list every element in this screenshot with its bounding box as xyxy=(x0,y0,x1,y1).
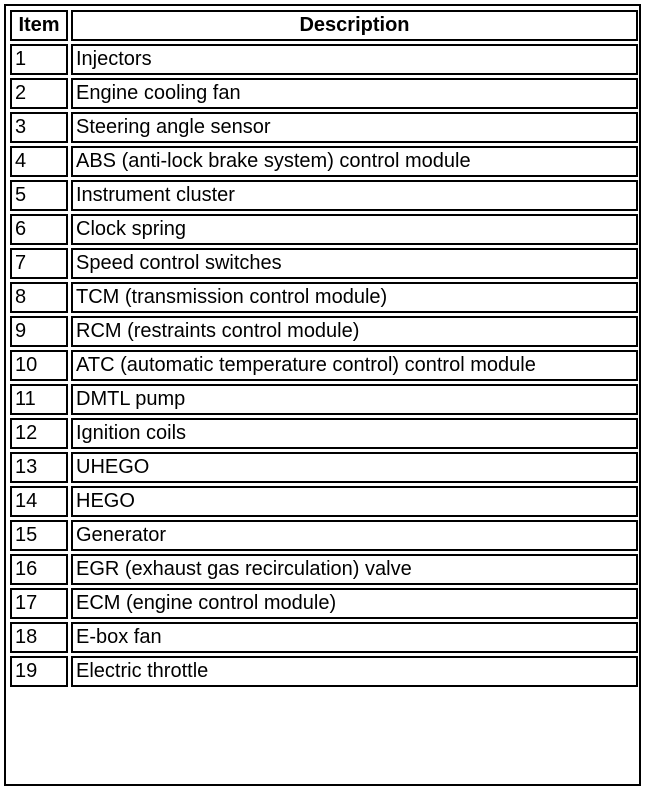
description-cell: ECM (engine control module) xyxy=(71,588,638,619)
table-row xyxy=(10,180,638,211)
description-cell: RCM (restraints control module) xyxy=(71,316,638,347)
header-description: Description xyxy=(71,10,638,41)
item-number-cell: 18 xyxy=(10,622,68,653)
table-row xyxy=(10,146,638,177)
description-cell: Clock spring xyxy=(71,214,638,245)
table-row xyxy=(10,418,638,449)
item-number-cell: 1 xyxy=(10,44,68,75)
description-cell: E-box fan xyxy=(71,622,638,653)
description-cell: Ignition coils xyxy=(71,418,638,449)
description-cell: Steering angle sensor xyxy=(71,112,638,143)
item-number-cell: 16 xyxy=(10,554,68,585)
description-cell: ABS (anti-lock brake system) control module xyxy=(71,146,638,177)
item-number-cell: 3 xyxy=(10,112,68,143)
component-table xyxy=(7,7,641,690)
item-number-cell: 12 xyxy=(10,418,68,449)
item-number-cell: 10 xyxy=(10,350,68,381)
item-number-cell: 9 xyxy=(10,316,68,347)
table-row xyxy=(10,214,638,245)
table-row xyxy=(10,588,638,619)
description-cell: EGR (exhaust gas recirculation) valve xyxy=(71,554,638,585)
table-row xyxy=(10,350,638,381)
description-cell: Speed control switches xyxy=(71,248,638,279)
table-row xyxy=(10,384,638,415)
table-row xyxy=(10,316,638,347)
table-row xyxy=(10,44,638,75)
table-row xyxy=(10,622,638,653)
item-number-cell: 8 xyxy=(10,282,68,313)
table-row xyxy=(10,112,638,143)
header-item: Item xyxy=(10,10,68,41)
table-body xyxy=(10,44,638,687)
description-cell: Engine cooling fan xyxy=(71,78,638,109)
item-number-cell: 13 xyxy=(10,452,68,483)
item-number-cell: 14 xyxy=(10,486,68,517)
item-number-cell: 7 xyxy=(10,248,68,279)
item-number-cell: 11 xyxy=(10,384,68,415)
description-cell: Injectors xyxy=(71,44,638,75)
item-number-cell: 19 xyxy=(10,656,68,687)
table-row xyxy=(10,452,638,483)
table-row xyxy=(10,78,638,109)
description-cell: Generator xyxy=(71,520,638,551)
item-number-cell: 5 xyxy=(10,180,68,211)
table-row xyxy=(10,656,638,687)
table-row xyxy=(10,248,638,279)
table-row xyxy=(10,520,638,551)
item-number-cell: 17 xyxy=(10,588,68,619)
description-cell: TCM (transmission control module) xyxy=(71,282,638,313)
table-header-row xyxy=(10,10,638,41)
description-cell: DMTL pump xyxy=(71,384,638,415)
item-number-cell: 2 xyxy=(10,78,68,109)
description-cell: UHEGO xyxy=(71,452,638,483)
description-cell: Instrument cluster xyxy=(71,180,638,211)
item-number-cell: 4 xyxy=(10,146,68,177)
item-number-cell: 15 xyxy=(10,520,68,551)
description-cell: Electric throttle xyxy=(71,656,638,687)
table-row xyxy=(10,486,638,517)
table-row xyxy=(10,554,638,585)
description-cell: HEGO xyxy=(71,486,638,517)
description-cell: ATC (automatic temperature control) control module xyxy=(71,350,638,381)
item-number-cell: 6 xyxy=(10,214,68,245)
table-row xyxy=(10,282,638,313)
